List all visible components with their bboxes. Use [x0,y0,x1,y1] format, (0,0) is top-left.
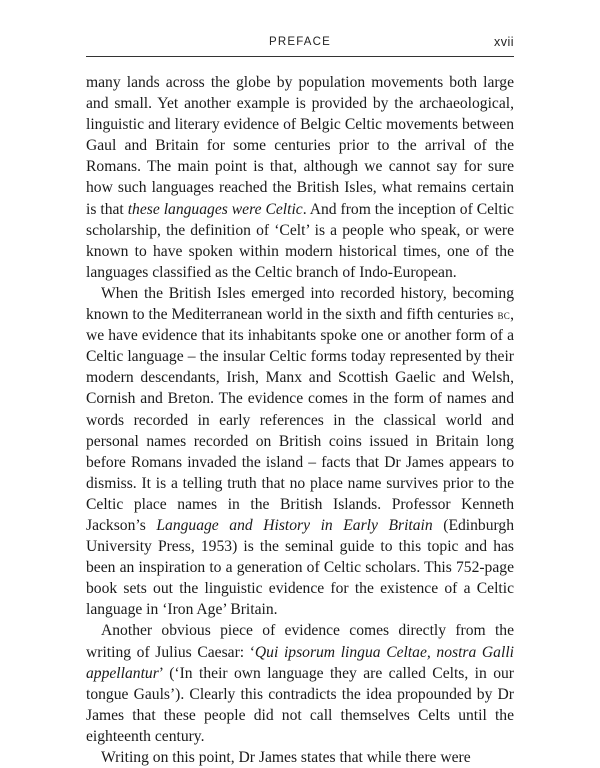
body-text [86,72,514,768]
running-header [86,34,514,56]
running-header-title: PREFACE [268,36,332,48]
header-rule [86,56,514,57]
page-number: xvii [493,35,514,49]
text-run: , we have evidence that its inhabitants spoke one or another form of a Celtic language – the insular Celtic forms today represented by their modern descendants, Irish, Manx and Scottish Gaelic and Welsh, Cornish and Breton. The evidence comes in the form of names and words recorded in early references in the classical world and personal names recorded on British coins issued in Britain long before Romans invaded the island – facts that Dr James appears to dismiss. It is a telling truth that no place name survives prior to the Celtic place names in the British Islands. Professor Kenneth Jackson’s [86,306,514,534]
text-run: many lands across the globe by population movements both large and small. Yet another example is provided by the archaeological, linguistic and literary evidence of Belgic Celtic movements between Gaul and Britain for some centuries prior to the arrival of the Romans. The main point is that, although we cannot say for sure how such languages reached the British Isles, what remains certain is that [86,74,514,218]
text-run: ’ (‘In their own language they are called Celts, in our tongue Gauls’). Clearly this contradicts the idea propounded by Dr James that these people did not call themselves Celts until the eighteenth century. [86,664,514,745]
paragraph [86,283,514,621]
italic-run: these languages were Celtic [127,200,303,218]
text-run: Another obvious piece of evidence comes directly from the writing of Julius Caesar: ‘ [86,622,514,661]
paragraph [86,620,514,747]
paragraph [86,747,514,768]
text-run: Writing on this point, Dr James states that while there were [101,749,471,766]
text-run: (Edinburgh University Press, 1953) is the seminal guide to this topic and has been an inspiration to a generation of Celtic scholars. This 752-page book sets out the linguistic evidence for the existence of a Celtic language in ‘Iron Age’ Britain. [86,516,514,619]
text-run: When the British Isles emerged into recorded history, becoming known to the Mediterranean world in the sixth and fifth centuries [86,284,514,324]
paragraph [86,72,514,283]
text-run: . And from the inception of Celtic scholarship, the definition of ‘Celt’ is a people who speak, or were known to have spoken within modern historical times, one of the languages classified as the Celtic branch of Indo-European. [86,200,514,281]
book-title: Language and History in Early Britain [156,516,433,534]
latin-quote: Qui ipsorum lingua Celtae, nostra Galli appellantur [86,643,514,682]
smallcaps-run: bc [497,307,511,323]
